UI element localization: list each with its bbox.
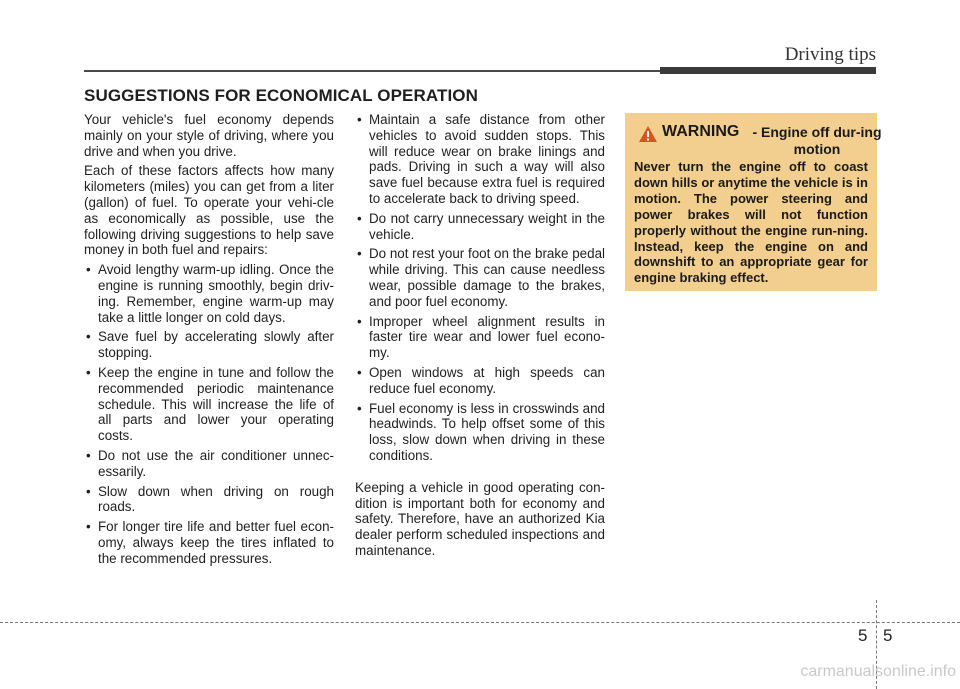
warning-subtitle: - Engine off dur-ing motion [752, 124, 882, 157]
warning-box [625, 113, 882, 291]
list-item: • Do not carry unnecessary weight in the vehicle. [355, 211, 605, 243]
list-item: • Save fuel by accelerating slowly after stopping. [84, 329, 334, 361]
intro-paragraph: Your vehicle's fuel economy depends mainly on your style of driving, where you drive and when you drive. [84, 112, 334, 159]
warning-body: Never turn the engine off to coast down hills or anytime the vehicle is in motion. The power steering and power brakes will not function properly without the engine run-ning. Instead, keep the engine on and downshift to an appropriate gear for engine braking effect. [634, 159, 868, 286]
header-bar [660, 67, 876, 74]
list-item: • Slow down when driving on rough roads. [84, 484, 334, 516]
closing-paragraph: Keeping a vehicle in good operating con-dition is important both for economy and safety. Therefore, have an authorized Kia dealer perform scheduled inspections and maintenance. [355, 479, 605, 558]
list-item: • For longer tire life and better fuel econ-omy, always keep the tires inflated to the recommended pressures. [84, 519, 334, 566]
chapter-number: 5 [858, 626, 868, 645]
header-title: Driving tips [784, 44, 876, 65]
list-item: • Avoid lengthy warm-up idling. Once the engine is running smoothly, begin driv-ing. Remember, engine warm-up may take a little longer on cold days. [84, 262, 334, 325]
page-number: 5 [883, 626, 893, 645]
warning-header [634, 123, 882, 159]
section-title: SUGGESTIONS FOR ECONOMICAL OPERATION [84, 86, 478, 105]
list-item: • Improper wheel alignment results in faster tire wear and lower fuel econo-my. [355, 314, 605, 361]
list-item: • Maintain a safe distance from other vehicles to avoid sudden stops. This will reduce wear on brake linings and pads. Driving in such a way will also save fuel because extra fuel is required to accelerate back to driving speed. [355, 112, 605, 207]
left-bullet-list [84, 262, 334, 566]
list-item: • Do not use the air conditioner unnec-essarily. [84, 448, 334, 480]
list-item: • Do not rest your foot on the brake pedal while driving. This can cause needless wear, possible damage to the brakes, and poor fuel economy. [355, 246, 605, 309]
warning-triangle-icon [638, 125, 658, 143]
warning-label: WARNING [662, 123, 740, 140]
mid-bullet-list [355, 112, 605, 464]
footer-divider [0, 622, 960, 623]
intro-paragraph: Each of these factors affects how many kilometers (miles) you can get from a liter (gallon) of fuel. To operate your vehi-cle as economically as possible, use the following driving suggestions to help save money in both fuel and repairs: [84, 163, 334, 258]
list-item: • Keep the engine in tune and follow the recommended periodic maintenance schedule. This will increase the life of all parts and lower your operating costs. [84, 365, 334, 444]
list-item: • Fuel economy is less in crosswinds and headwinds. To help offset some of this loss, slow down when driving in these conditions. [355, 401, 605, 464]
left-column [84, 112, 334, 571]
watermark: carmanualsonline.info [800, 663, 956, 680]
middle-column [355, 112, 605, 563]
list-item: • Open windows at high speeds can reduce fuel economy. [355, 365, 605, 397]
header-rule [84, 70, 660, 72]
